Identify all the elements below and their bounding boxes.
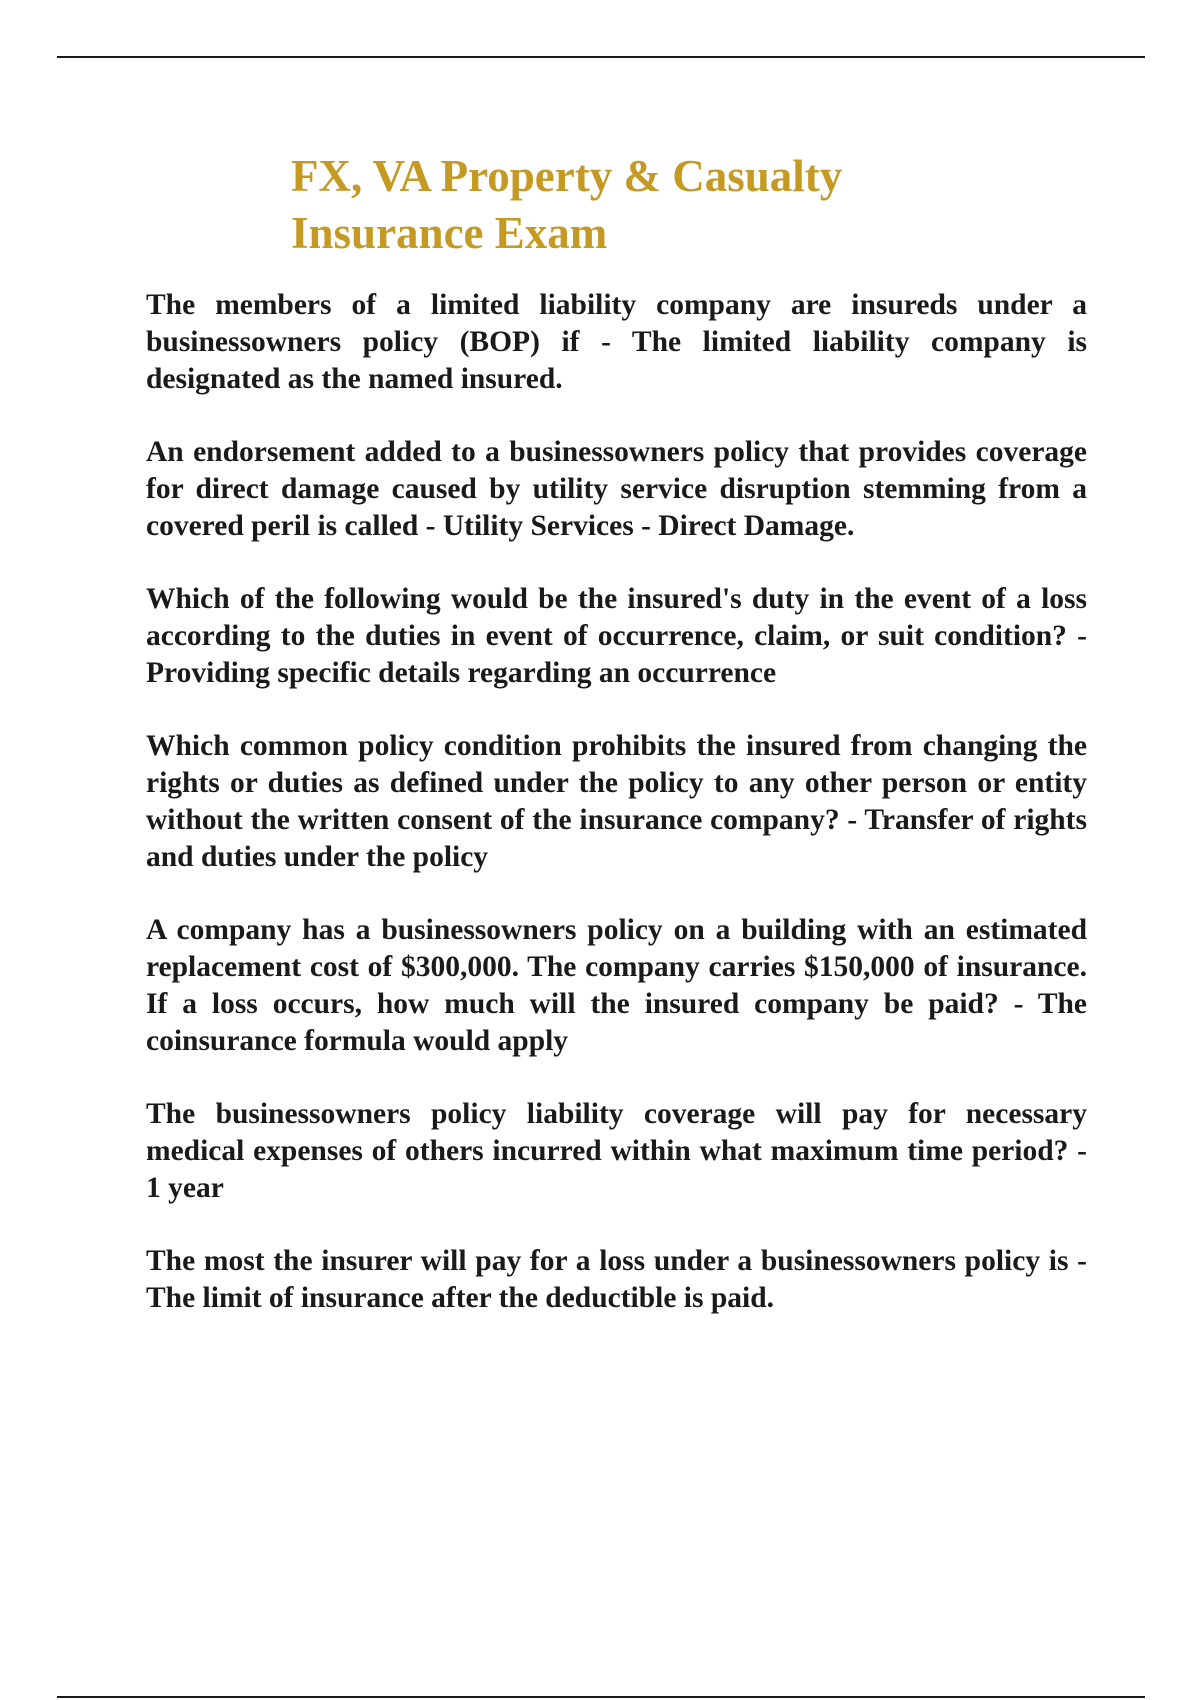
top-rule	[57, 56, 1145, 58]
title-line-2: Insurance Exam	[291, 208, 608, 258]
question-answer-2: An endorsement added to a businessowners policy that provides coverage for direct damage caused by utility service disruption stemming from a covered peril is called - Utility Services - Direct Damage.	[146, 436, 1087, 542]
question-answer-1: The members of a limited liability company are insureds under a businessowners policy (BOP) if - The limited liability company is designated as the named insured.	[146, 289, 1087, 395]
question-answer-5: A company has a businessowners policy on a building with an estimated replacement cost of $300,000. The company carries $150,000 of insurance. If a loss occurs, how much will the insured company be paid? - The coinsurance formula would apply	[146, 914, 1087, 1057]
question-answer-4: Which common policy condition prohibits the insured from changing the rights or duties as defined under the policy to any other person or entity without the written consent of the insurance company? - Transfer of rights and duties under the policy	[146, 730, 1087, 873]
bottom-rule	[57, 1696, 1145, 1698]
document-title	[291, 148, 991, 262]
question-answer-7: The most the insurer will pay for a loss under a businessowners policy is - The limit of insurance after the deductible is paid.	[146, 1245, 1087, 1314]
question-answer-3: Which of the following would be the insured's duty in the event of a loss according to the duties in event of occurrence, claim, or suit condition? - Providing specific details regarding an occurrence	[146, 583, 1087, 689]
question-answer-6: The businessowners policy liability coverage will pay for necessary medical expenses of others incurred within what maximum time period? - 1 year	[146, 1098, 1087, 1204]
question-list	[146, 287, 1087, 1353]
title-line-1: FX, VA Property & Casualty	[291, 151, 843, 201]
